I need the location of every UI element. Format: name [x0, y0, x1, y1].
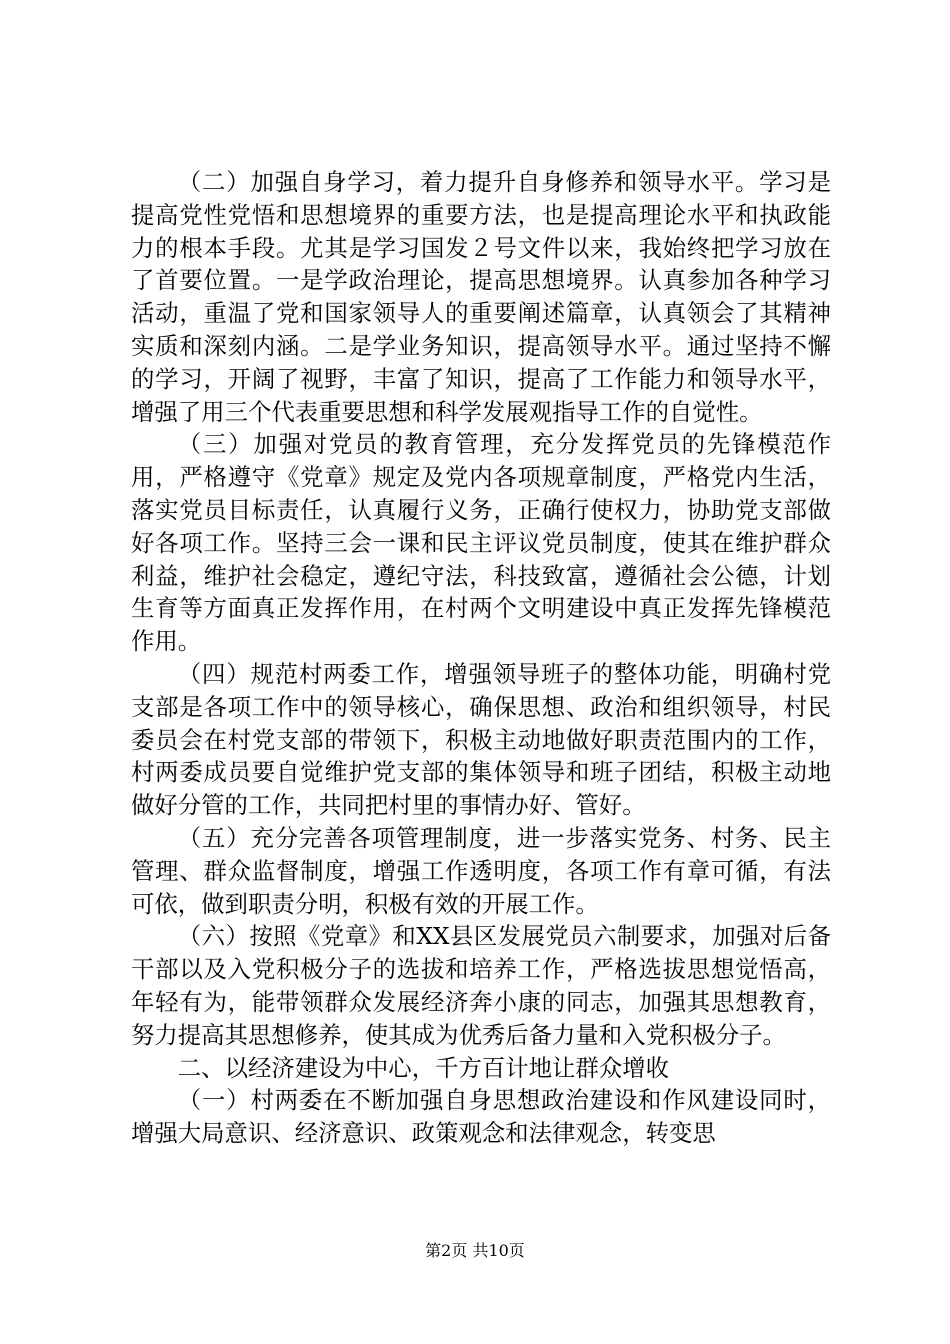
paragraph-economy-1: （一）村两委在不断加强自身思想政治建设和作风建设同时，增强大局意识、经济意识、政策观念和法律观念，转变思 — [131, 1086, 831, 1148]
page-footer — [0, 1241, 950, 1261]
paragraph-6: （六）按照《党章》和XX县区发展党员六制要求，加强对后备干部以及入党积极分子的选拔和培养工作，严格选拔思想觉悟高，年轻有为，能带领群众发展经济奔小康的同志，加强其思想教育，努力提高其思想修养，使其成为优秀后备力量和入党积极分子。 — [131, 922, 831, 1049]
paragraph-3: （三）加强对党员的教育管理，充分发挥党员的先锋模范作用，严格遵守《党章》规定及党内各项规章制度，严格党内生活，落实党员目标责任，认真履行义务，正确行使权力，协助党支部做好各项工作。坚持三会一课和民主评议党员制度，使其在维护群众利益，维护社会稳定，遵纪守法，科技致富，遵循社会公德，计划生育等方面真正发挥作用，在村两个文明建设中真正发挥先锋模范作用。 — [131, 430, 831, 656]
paragraph-5: （五）充分完善各项管理制度，进一步落实党务、村务、民主管理、群众监督制度，增强工作透明度，各项工作有章可循，有法可依，做到职责分明，积极有效的开展工作。 — [131, 823, 831, 918]
section-heading-economy: 二、以经济建设为中心，千方百计地让群众增收 — [177, 1053, 669, 1082]
page-number: 第2页 共10页 — [425, 1241, 525, 1260]
paragraph-2: （二）加强自身学习，着力提升自身修养和领导水平。学习是提高党性党悟和思想境界的重要方法，也是提高理论水平和执政能力的根本手段。尤其是学习国发２号文件以来，我始终把学习放在了首要位置。一是学政治理论，提高思想境界。认真参加各种学习活动，重温了党和国家领导人的重要阐述篇章，认真领会了其精神实质和深刻内涵。二是学业务知识，提高领导水平。通过坚持不懈的学习，开阔了视野，丰富了知识，提高了工作能力和领导水平，增强了用三个代表重要思想和科学发展观指导工作的自觉性。 — [131, 168, 831, 426]
paragraph-4: （四）规范村两委工作，增强领导班子的整体功能，明确村党支部是各项工作中的领导核心，确保思想、政治和组织领导，村民委员会在村党支部的带领下，积极主动地做好职责范围内的工作，村两委成员要自觉维护党支部的集体领导和班子团结，积极主动地做好分管的工作，共同把村里的事情办好、管好。 — [131, 659, 831, 820]
document-body — [131, 166, 831, 1150]
